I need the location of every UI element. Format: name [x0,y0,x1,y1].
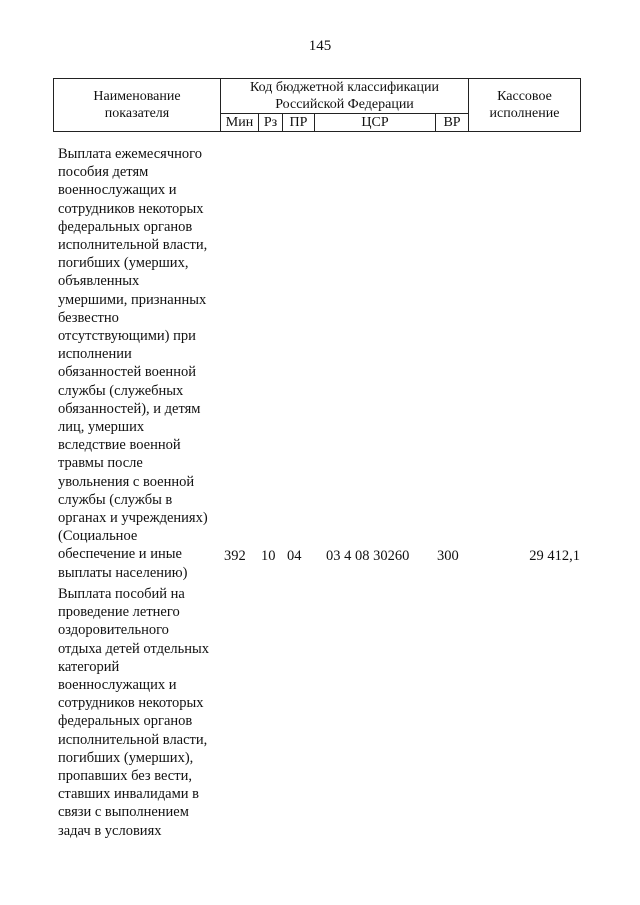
header-pr: ПР [283,114,315,132]
header-min: Мин [221,114,259,132]
page-number: 145 [308,38,332,54]
row-min: 392 [224,548,246,564]
header-rz: Рз [259,114,283,132]
row-name: Выплата ежемесячного пособия детям военнослужащих и сотрудников некоторых федеральных органов исполнительной власти, погибших (умерших, объявленных умершими, признанных безвестно отсутствующими) при исполнении обязанностей военной службы (служебных обязанностей), и детям лиц, умерших вследствие военной травмы после увольнения с военной службы (службы в органах и учреждениях) (Социальное обеспечение и иные выплаты населению) [58,146,208,581]
header-csr: ЦСР [315,114,436,132]
row-rz: 10 [261,548,276,564]
header-name-col [54,79,221,132]
header-code-group [221,79,469,114]
table-row [58,585,238,840]
table-row [58,145,238,582]
header-name-label: Наименование показателя [93,89,181,121]
table-header [53,78,581,132]
row-amount: 29 412,1 [529,548,580,564]
row-pr: 04 [287,548,302,564]
header-amount-label: Кассовое исполнение [489,89,560,121]
header-vr: ВР [436,114,469,132]
header-amount-col [469,79,581,132]
row-csr: 03 4 08 30260 [326,548,410,564]
row-name: Выплата пособий на проведение летнего оздоровительного отдыха детей отдельных категорий военнослужащих и сотрудников некоторых федеральных органов исполнительной власти, погибших (умерших), пропавших без вести, ставших инвалидами в связи с выполнением задач в условиях [58,586,210,839]
header-code-label: Код бюджетной классификации Российской Федерации [250,80,439,112]
row-vr: 300 [437,548,459,564]
